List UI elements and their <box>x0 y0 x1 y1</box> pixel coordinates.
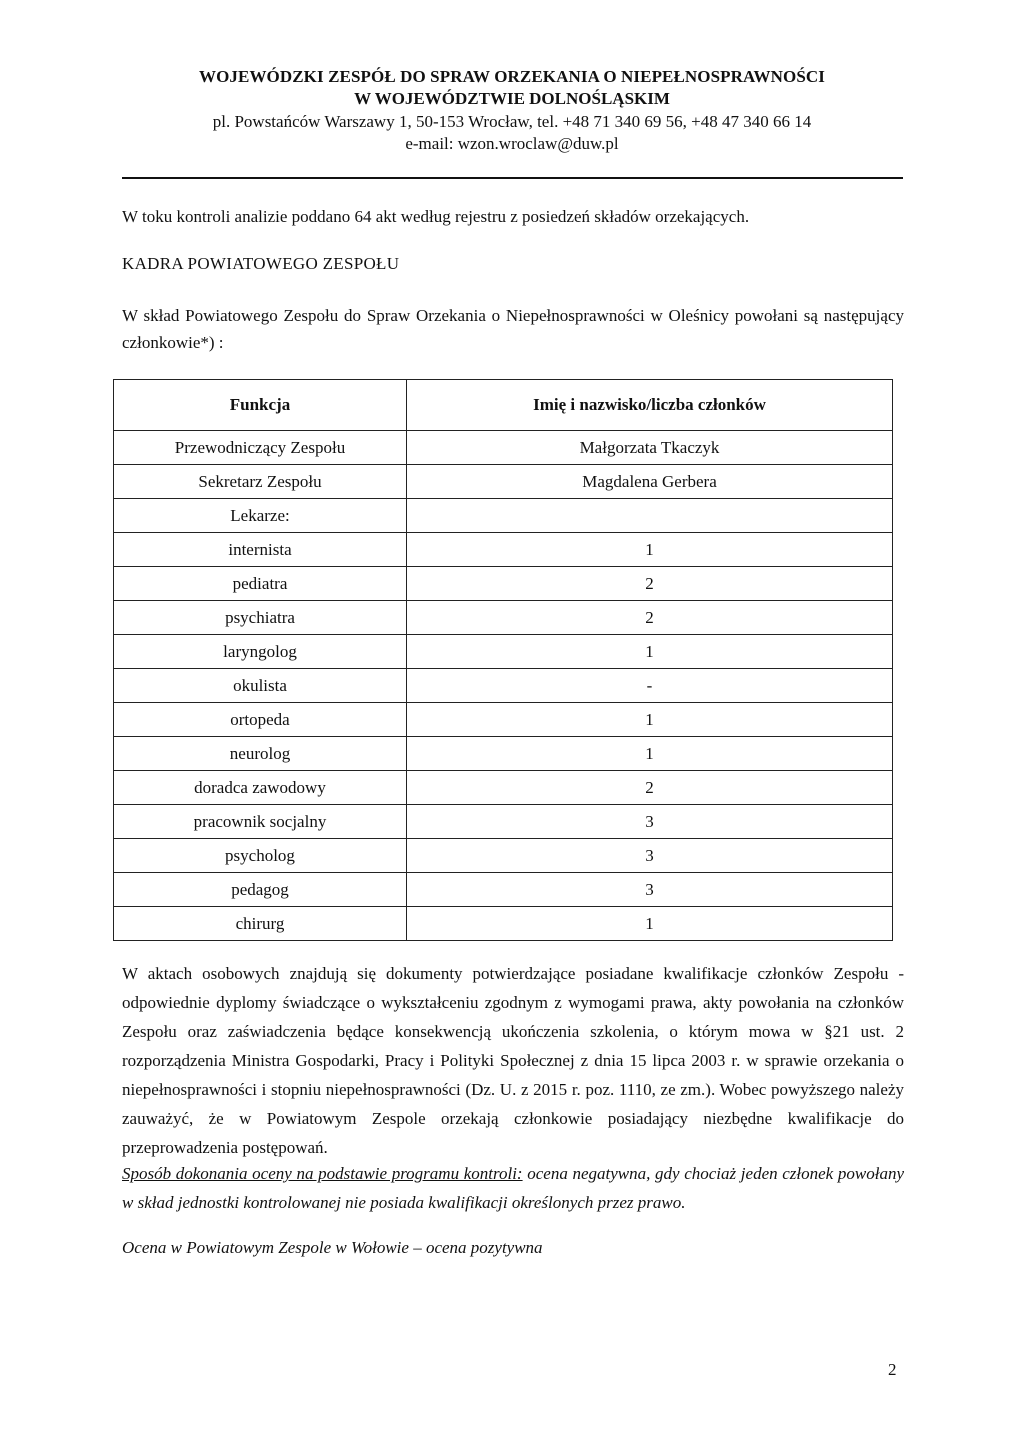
row-function: pedagog <box>114 873 407 907</box>
row-function: internista <box>114 533 407 567</box>
page-number: 2 <box>888 1360 897 1379</box>
row-function: Lekarze: <box>114 499 407 533</box>
row-function: psycholog <box>114 839 407 873</box>
row-value: 1 <box>407 907 893 941</box>
assessment-method-text: ocena negatywna, gdy chociaż jeden członek powołany w skład jednostki kontrolowanej nie posiada kwalifikacji określonych przez prawo. <box>122 1164 904 1212</box>
row-value: 3 <box>407 805 893 839</box>
table-row <box>114 567 893 601</box>
assessment-result: Ocena w Powiatowym Zespole w Wołowie – ocena pozytywna <box>122 1238 543 1257</box>
table-header-row <box>114 380 893 431</box>
row-value: 3 <box>407 839 893 873</box>
table-row <box>114 669 893 703</box>
row-function: chirurg <box>114 907 407 941</box>
row-function: Przewodniczący Zespołu <box>114 431 407 465</box>
row-function: ortopeda <box>114 703 407 737</box>
table-row <box>114 703 893 737</box>
row-value: Magdalena Gerbera <box>407 465 893 499</box>
row-value: Małgorzata Tkaczyk <box>407 431 893 465</box>
composition-paragraph: W skład Powiatowego Zespołu do Spraw Orzekania o Niepełnosprawności w Oleśnicy powołani są następujący członkowie*) : <box>122 306 904 352</box>
row-function: Sekretarz Zespołu <box>114 465 407 499</box>
row-value: 2 <box>407 601 893 635</box>
table-row <box>114 839 893 873</box>
section-title: KADRA POWIATOWEGO ZESPOŁU <box>122 254 400 273</box>
table-row <box>114 805 893 839</box>
row-function: doradca zawodowy <box>114 771 407 805</box>
row-function: pracownik socjalny <box>114 805 407 839</box>
table-row <box>114 465 893 499</box>
row-value: - <box>407 669 893 703</box>
row-function: psychiatra <box>114 601 407 635</box>
table-row <box>114 635 893 669</box>
row-function: neurolog <box>114 737 407 771</box>
row-value: 1 <box>407 533 893 567</box>
row-value: 1 <box>407 737 893 771</box>
intro-paragraph: W toku kontroli analizie poddano 64 akt według rejestru z posiedzeń składów orzekających. <box>122 207 750 226</box>
table-row <box>114 533 893 567</box>
row-function: pediatra <box>114 567 407 601</box>
table-row <box>114 601 893 635</box>
staff-table <box>113 379 893 941</box>
row-function: okulista <box>114 669 407 703</box>
header-name-count: Imię i nazwisko/liczba członków <box>407 380 893 431</box>
qualifications-paragraph: W aktach osobowych znajdują się dokumenty potwierdzające posiadane kwalifikacje członków Zespołu - odpowiednie dyplomy świadczące o wykształceniu zgodnym z wymogami prawa, akty powołania na członków Zespołu oraz zaświadczenia będące konsekwencją ukończenia szkolenia, o którym mowa w §21 ust. 2 rozporządzenia Ministra Gospodarki, Pracy i Polityki Społecznej z dnia 15 lipca 2003 r. w sprawie orzekania o niepełnosprawności i stopniu niepełnosprawności (Dz. U. z 2015 r. poz. 1110, ze zm.). Wobec powyższego należy zauważyć, że w Powiatowym Zespole orzekają członkowie posiadający niezbędne kwalifikacje do przeprowadzenia postępowań. <box>122 964 904 1157</box>
header-voivodeship: W WOJEWÓDZTWIE DOLNOŚLĄSKIM <box>354 89 670 108</box>
assessment-method-paragraph <box>122 1159 904 1217</box>
row-value: 1 <box>407 703 893 737</box>
table-row <box>114 499 893 533</box>
row-value: 3 <box>407 873 893 907</box>
header-institution-name: WOJEWÓDZKI ZESPÓŁ DO SPRAW ORZEKANIA O NIEPEŁNOSPRAWNOŚCI <box>198 67 825 86</box>
header-address: pl. Powstańców Warszawy 1, 50-153 Wrocław, tel. +48 71 340 69 56, +48 47 340 66 14 <box>212 112 812 131</box>
table-row <box>114 771 893 805</box>
header-email: e-mail: wzon.wroclaw@duw.pl <box>405 134 619 153</box>
table-row <box>114 431 893 465</box>
row-value: 2 <box>407 567 893 601</box>
header-divider <box>122 177 903 179</box>
table-row <box>114 907 893 941</box>
table-row <box>114 737 893 771</box>
header-function: Funkcja <box>114 380 407 431</box>
assessment-method-label: Sposób dokonania oceny na podstawie programu kontroli: <box>122 1164 523 1183</box>
table-row <box>114 873 893 907</box>
row-value: 2 <box>407 771 893 805</box>
row-function: laryngolog <box>114 635 407 669</box>
row-value: 1 <box>407 635 893 669</box>
row-value <box>407 499 893 533</box>
